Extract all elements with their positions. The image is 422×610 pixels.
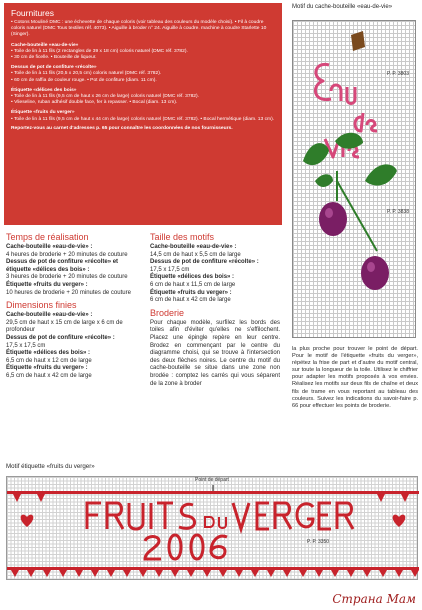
entry-text: 6 cm de haut x 42 cm de large — [150, 297, 231, 304]
motifs-entry — [150, 259, 280, 274]
pp-code-bottom: P. P. 3838 — [386, 209, 409, 215]
start-point-label: Point de départ — [195, 477, 229, 483]
supplies-box — [4, 3, 282, 225]
supplies-line: • 30 cm de ficelle. • Bouteille de liqueur. — [11, 55, 97, 61]
year-lettering — [145, 535, 227, 559]
supplies-line: • Toile de lin à 11 fils (9,5 cm de haut x 26 cm de large) coloris naturel (DMC réf. 3782). — [11, 94, 200, 100]
motifs-entry — [150, 244, 280, 259]
motifs-title: Taille des motifs — [150, 232, 215, 242]
dimensions-entry — [6, 312, 144, 335]
fruits-verger-motif — [7, 477, 419, 581]
supplies-intro: • Cotons Mouliné DMC : une échevette de chaque coloris (voir tableau des couleurs du modèle choisi). • Fil à coudre coloris naturel (DMC Tous textiles réf. 4073). • Aiguille à broder n° 24. Aiguille à coudre. machine à coudre Starlette 10 (Singer). — [11, 20, 267, 38]
bottle-motif — [293, 21, 417, 339]
left-column — [6, 232, 144, 381]
supplies-line: • Toile de lin à 11 fils (20,5 x 20,5 cm) coloris naturel (DMC réf. 3782). — [11, 71, 162, 77]
label-pp-code: P. P. 3350 — [307, 539, 330, 545]
entry-label: Étiquette «fruits du verger» : — [150, 289, 232, 296]
supplies-section-title: Cache-bouteille «eau-de-vie» — [11, 42, 79, 48]
motifs-entry — [150, 290, 280, 305]
supplies-line: • Vlieseline, ruban adhésif double face, fer à repasser. • Bocal (diam. 13 cm). — [11, 100, 178, 106]
plum-highlight — [367, 262, 375, 272]
dimensions-entry — [6, 350, 144, 365]
entry-text: 6,5 cm de haut x 12 cm de large — [6, 357, 92, 364]
bottle-chart — [292, 20, 416, 338]
supplies-section-title: Dessus de pot de confiture «récolte» — [11, 65, 97, 71]
supplies-section — [11, 43, 275, 62]
supplies-note: Reportez-vous au carnet d'adresses p. 65 pour connaître les coordonnées de nos fournisseurs. — [11, 125, 233, 131]
realisation-entry — [6, 282, 144, 297]
entry-label: Dessus de pot de confiture «récolte» : — [6, 334, 115, 341]
entry-label: Dessus de pot de confiture «récolte» : — [150, 259, 259, 266]
label-chart — [6, 476, 418, 580]
supplies-section — [11, 88, 275, 107]
entry-text: 17,5 x 17,5 cm — [6, 342, 46, 349]
entry-label: Étiquette «délices des bois» : — [150, 274, 235, 281]
motifs-entry — [150, 274, 280, 289]
watermark: Страна Мам — [332, 592, 416, 606]
broderie-continuation: la plus proche pour trouver le point de départ. Pour le motif de l'étiquette «fruits du verger», répétez la frise de part et d'autre du motif central, sur toute la longueur de la toile. Utilisez le chiffrier pour adapter les motifs proposés à vos envies. Réalisez les motifs sur deux fils de chaîne et deux fils de trame en vous reportant au tableau des couleurs. Suivez les indications du savoir-faire p. 66 pour effectuer les points de broderie. — [292, 346, 418, 409]
realisation-title: Temps de réalisation — [6, 232, 89, 242]
entry-text: 6,5 cm de haut x 42 cm de large — [6, 372, 92, 379]
supplies-section-title: Étiquette «délices des bois» — [11, 87, 77, 93]
title-lettering — [87, 503, 353, 529]
dimensions-entry — [6, 365, 144, 380]
entry-label: Étiquette «fruits du verger» : — [6, 365, 88, 372]
plum-highlight — [325, 208, 333, 218]
supplies-section — [11, 65, 275, 84]
realisation-entry — [6, 259, 144, 282]
supplies-line: • Toile de lin à 11 fils (2 rectangles de 39 x 18 cm) coloris naturel (DMC réf. 3782). — [11, 48, 188, 54]
entry-text: 3 heures de broderie + 20 minutes de couture — [6, 274, 128, 281]
plum — [319, 202, 347, 236]
entry-text: 14,5 cm de haut x 5,5 cm de large — [150, 251, 241, 258]
bottom-frieze — [7, 567, 419, 577]
dimensions-entry — [6, 335, 144, 350]
dimensions-title: Dimensions finies — [6, 300, 77, 311]
middle-column — [150, 232, 280, 388]
entry-label: Étiquette «délices des bois» : — [6, 350, 91, 357]
entry-label: Cache-bouteille «eau-de-vie» : — [6, 312, 93, 319]
entry-text: 4 heures de broderie + 20 minutes de couture — [6, 251, 128, 258]
label-chart-caption: Motif étiquette «fruits du verger» — [6, 463, 95, 470]
entry-label: Étiquette «fruits du verger» : — [6, 281, 88, 288]
plum — [361, 256, 389, 290]
entry-label: Cache-bouteille «eau-de-vie» : — [6, 244, 93, 250]
realisation-entry — [6, 244, 144, 259]
entry-text: 17,5 x 17,5 cm — [150, 266, 190, 273]
supplies-section-title: Étiquette «fruits du verger» — [11, 110, 75, 116]
entry-text: 6 cm de haut x 11,5 cm de large — [150, 281, 236, 288]
bottle-chart-caption: Motif du cache-bouteille «eau-de-vie» — [292, 4, 393, 10]
broderie-text: Pour chaque modèle, surfilez les bords des toiles afin d'éviter qu'elles ne s'effilochent. Placez une épingle repère en leur centre. Brodez en commençant par le centre du diagramme choisi, qui se trouve à l'intersection des deux flèches noires. Le centre du motif du cache-bouteille se situe dans une zone non brodée : comptez les carrés qui vous séparent de la zone à broder — [150, 319, 280, 387]
entry-label: Cache-bouteille «eau-de-vie» : — [150, 244, 237, 250]
pp-code-top: P. P. 3803 — [386, 71, 409, 77]
branch — [351, 31, 365, 51]
entry-text: 10 heures de broderie + 20 minutes de couture — [6, 289, 131, 296]
plum-leaves — [303, 133, 397, 187]
entry-label: Dessus de pot de confiture «récolte» et étiquette «délices des bois» : — [6, 259, 119, 273]
supplies-line: • Toile de lin à 11 fils (9,5 cm de haut x 44 cm de large) coloris naturel (DMC réf. 3782). • Bocal hermétique (diam. 13 cm). — [11, 116, 275, 122]
supplies-line: • 60 cm de raffia de couleur rouge. • Pot de confiture (diam. 11 cm). — [11, 77, 157, 83]
broderie-title: Broderie — [150, 307, 185, 318]
supplies-title: Fournitures — [11, 8, 54, 18]
entry-text: 29,5 cm de haut x 15 cm de large x 6 cm de profondeur — [6, 319, 123, 334]
top-frieze — [7, 491, 419, 502]
supplies-section — [11, 110, 275, 122]
